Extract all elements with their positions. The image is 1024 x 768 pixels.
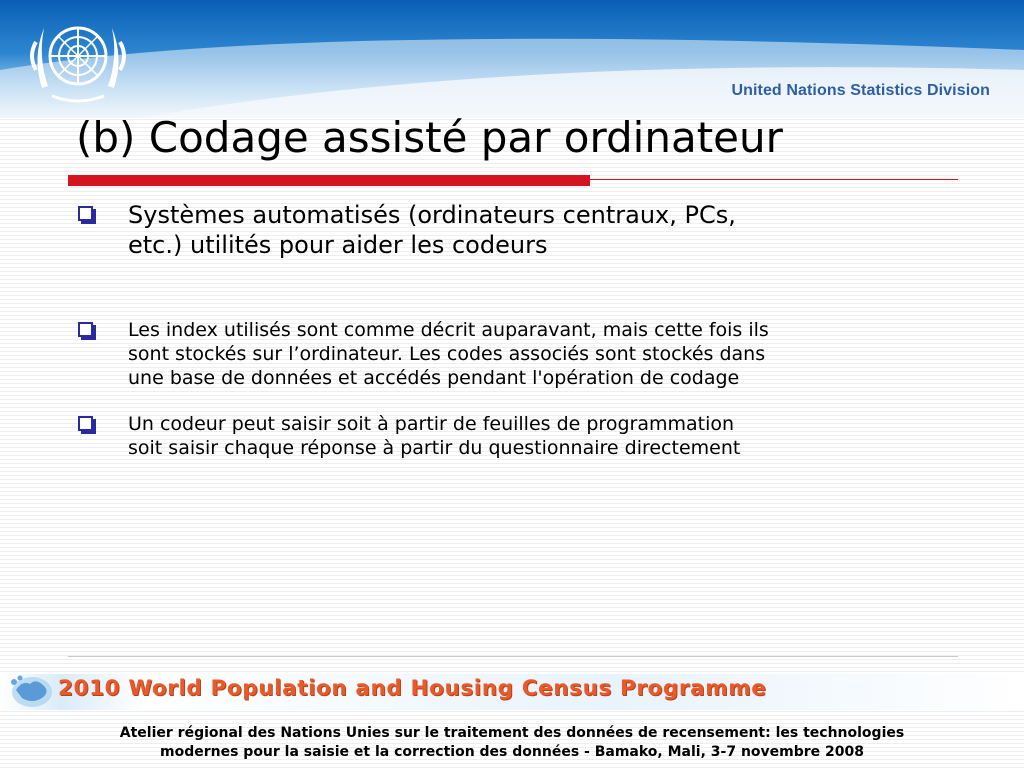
bullet-line: Systèmes automatisés (ordinateurs centraux, PCs,	[128, 201, 736, 229]
bullet-item	[76, 412, 956, 460]
bullet-line: Un codeur peut saisir soit à partir de feuilles de programmation	[128, 413, 735, 435]
bullet-list	[76, 200, 956, 460]
square-bullet-icon	[78, 206, 93, 221]
bullet-line: Les index utilisés sont comme décrit auparavant, mais cette fois ils	[128, 319, 769, 341]
footer-line: modernes pour la saisie et la correction des données - Bamako, Mali, 3-7 novembre 2008	[160, 744, 864, 760]
footer-line: Atelier régional des Nations Unies sur le traitement des données de recensement: les technologies	[119, 725, 905, 741]
census-globe-icon	[6, 672, 58, 710]
census-programme-title: 2010 World Population and Housing Census Programme	[58, 676, 767, 701]
un-emblem-icon	[22, 8, 134, 112]
footer-caption	[0, 724, 1024, 762]
square-bullet-icon	[78, 416, 93, 431]
header-swoosh-decoration	[0, 0, 1024, 118]
bullet-line: etc.) utilités pour aider les codeurs	[128, 231, 548, 259]
bullet-line: sont stockés sur l’ordinateur. Les codes associés sont stockés dans	[128, 343, 766, 365]
bullet-item	[76, 200, 956, 260]
bottom-divider	[68, 656, 958, 657]
square-bullet-icon	[78, 322, 93, 337]
census-banner	[0, 668, 1024, 714]
slide-title: (b) Codage assisté par ordinateur	[76, 113, 783, 162]
title-underline-rule	[590, 179, 958, 180]
header-bar	[0, 0, 1024, 118]
bullet-line: une base de données et accédés pendant l'opération de codage	[128, 367, 740, 389]
division-name: United Nations Statistics Division	[731, 82, 990, 99]
title-underline-accent	[68, 175, 590, 186]
bullet-item	[76, 318, 956, 390]
bullet-line: soit saisir chaque réponse à partir du questionnaire directement	[128, 437, 741, 459]
